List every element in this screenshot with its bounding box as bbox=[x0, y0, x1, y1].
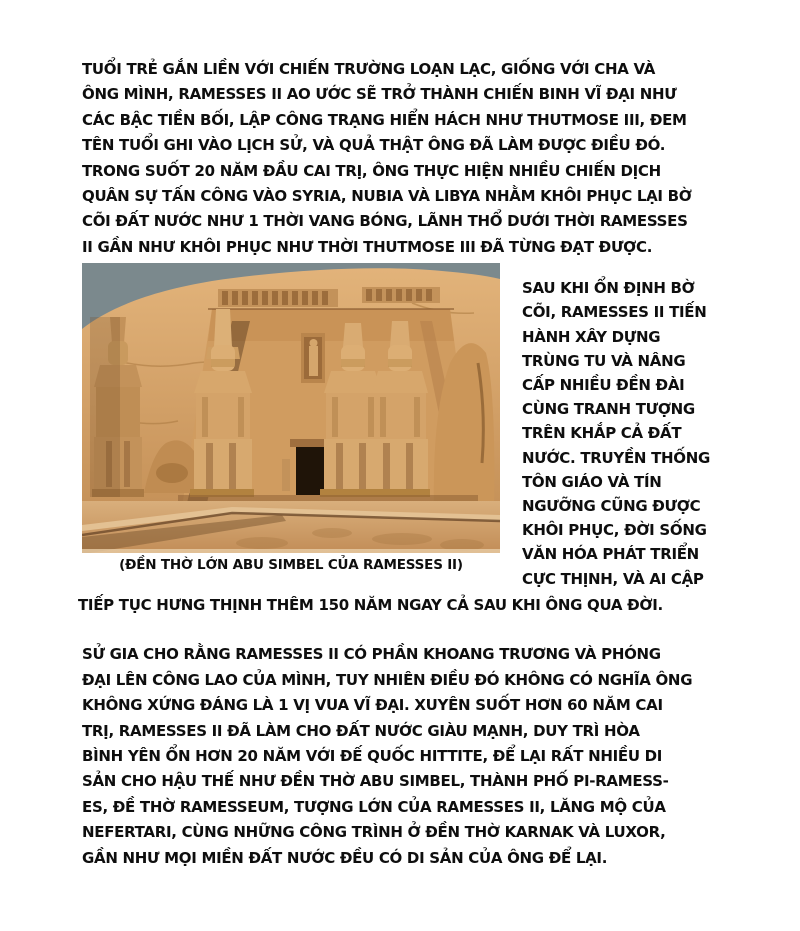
text-line: CÙNG TRANH TƯỢNG bbox=[522, 400, 695, 419]
text-line: CÁC BẬC TIỀN BỐI, LẬP CÔNG TRẠNG HIỂN HÁCH NHƯ THUTMOSE III, ĐEM bbox=[82, 110, 687, 129]
text-line: SẢN CHO HẬU THẾ NHƯ ĐỀN THỜ ABU SIMBEL, THÀNH PHỐ PI-RAMESS- bbox=[82, 772, 669, 791]
text-line: II GẦN NHƯ KHÔI PHỤC NHƯ THỜI THUTMOSE III ĐÃ TỪNG ĐẠT ĐƯỢC. bbox=[82, 237, 653, 256]
abu-simbel-figure bbox=[82, 263, 500, 591]
text-line: CÕI ĐẤT NƯỚC NHƯ 1 THỜI VANG BÓNG, LÃNH THỔ DƯỚI THỜI RAMESSES bbox=[82, 212, 688, 231]
text-line: KHÔI PHỤC, ĐỜI SỐNG bbox=[522, 521, 707, 540]
text-line: TRỊ, RAMESSES II ĐÃ LÀM CHO ĐẤT NƯỚC GIÀU MẠNH, DUY TRÌ HÒA bbox=[82, 721, 640, 740]
text-line: QUÂN SỰ TẤN CÔNG VÀO SYRIA, NUBIA VÀ LIBYA NHẰM KHÔI PHỤC LẠI BỜ bbox=[82, 187, 692, 206]
text-line: TRONG SUỐT 20 NĂM ĐẦU CAI TRỊ, ÔNG THỰC HIỆN NHIỀU CHIẾN DỊCH bbox=[82, 161, 661, 180]
text-line: HÀNH XÂY DỰNG bbox=[522, 327, 661, 346]
photo-caption: (ĐỀN THỜ LỚN ABU SIMBEL CỦA RAMESSES II) bbox=[119, 557, 463, 574]
text-line: CÕI, RAMESSES II TIẾN bbox=[522, 303, 707, 322]
paragraph-building-continued: TIẾP TỤC HƯNG THỊNH THÊM 150 NĂM NGAY CẢ SAU KHI ÔNG QUA ĐỜI. bbox=[78, 595, 663, 614]
media-row bbox=[82, 263, 740, 591]
text-line: BÌNH YÊN ỔN HƠN 20 NĂM VỚI ĐẾ QUỐC HITTITE, ĐỂ LẠI RẤT NHIỀU DI bbox=[82, 746, 663, 765]
text-line: NEFERTARI, CÙNG NHỮNG CÔNG TRÌNH Ở ĐỀN THỜ KARNAK VÀ LUXOR, bbox=[82, 823, 666, 842]
text-line: CẤP NHIỀU ĐỀN ĐÀI bbox=[522, 376, 685, 395]
text-line: NƯỚC. TRUYỀN THỐNG bbox=[522, 448, 710, 467]
abu-simbel-photo bbox=[82, 263, 500, 553]
text-line: VĂN HÓA PHÁT TRIỂN bbox=[522, 545, 699, 564]
text-line: TÔN GIÁO VÀ TÍN bbox=[522, 472, 662, 491]
niche-with-figure bbox=[301, 333, 325, 383]
ground bbox=[82, 495, 500, 553]
text-line: CỰC THỊNH, VÀ AI CẬP bbox=[522, 569, 704, 588]
paragraph-legacy bbox=[82, 642, 740, 871]
text-line: TRÙNG TU VÀ NÂNG bbox=[522, 351, 686, 370]
paragraph-building-side bbox=[522, 263, 710, 591]
text-line: NGƯỠNG CŨNG ĐƯỢC bbox=[522, 497, 701, 516]
text-line: SỬ GIA CHO RẰNG RAMESSES II CÓ PHẦN KHOANG TRƯƠNG VÀ PHÓNG bbox=[82, 645, 661, 664]
text-line: TRÊN KHẮP CẢ ĐẤT bbox=[522, 424, 682, 443]
text-line: TUỔI TRẺ GẮN LIỀN VỚI CHIẾN TRƯỜNG LOẠN LẠC, GIỐNG VỚI CHA VÀ bbox=[82, 60, 656, 78]
text-line: GẦN NHƯ MỌI MIỀN ĐẤT NƯỚC ĐỀU CÓ DI SẢN CỦA ÔNG ĐỂ LẠI. bbox=[82, 848, 608, 867]
text-line: KHÔNG XỨNG ĐÁNG LÀ 1 VỊ VUA VĨ ĐẠI. XUYÊN SUỐT HƠN 60 NĂM CAI bbox=[82, 696, 663, 715]
text-line: ĐẠI LÊN CÔNG LAO CỦA MÌNH, TUY NHIÊN ĐIỀU ĐÓ KHÔNG CÓ NGHĨA ÔNG bbox=[82, 670, 693, 689]
text-line: ES, ĐỀ THỜ RAMESSEUM, TƯỢNG LỚN CỦA RAMESSES II, LĂNG MỘ CỦA bbox=[82, 797, 666, 816]
paragraph-intro bbox=[82, 57, 740, 260]
small-figure-left-of-door bbox=[282, 459, 290, 491]
text-line: ÔNG MÌNH, RAMESSES II AO ƯỚC SẼ TRỞ THÀNH CHIẾN BINH VĨ ĐẠI NHƯ bbox=[82, 85, 677, 104]
text-line: SAU KHI ỔN ĐỊNH BỜ bbox=[522, 279, 695, 298]
text-line: TÊN TUỔI GHI VÀO LỊCH SỬ, VÀ QUẢ THẬT ÔNG ĐÃ LÀM ĐƯỢC ĐIỀU ĐÓ. bbox=[82, 136, 666, 155]
